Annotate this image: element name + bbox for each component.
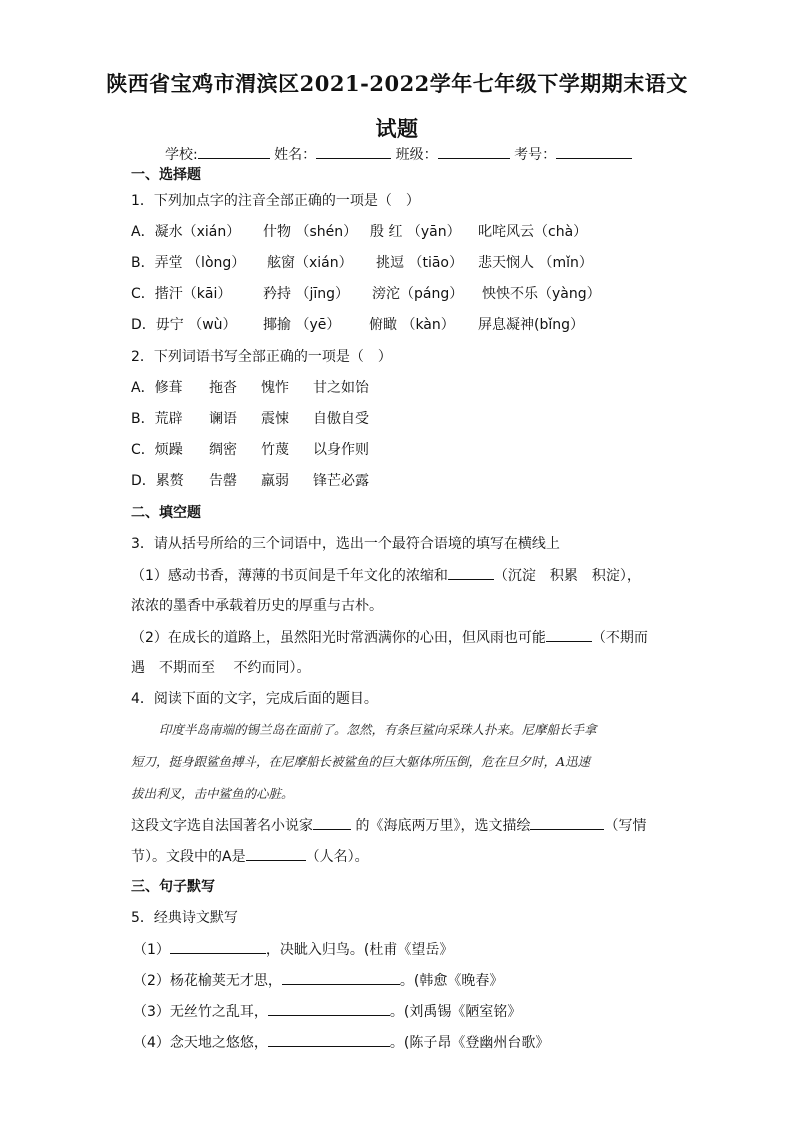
q2-option-b-4: 自傲自受 xyxy=(313,411,369,427)
q2-option-d-4: 锋芒必露 xyxy=(313,473,369,489)
section-heading-fill: 二、填空题 xyxy=(131,505,201,521)
q3-part-2 xyxy=(131,627,648,648)
q3-part-2-choices: （不期而 xyxy=(591,630,648,646)
q3-part-1 xyxy=(131,565,641,586)
q5-line-1-text: ，决眦入归鸟。(杜甫《望岳》 xyxy=(265,942,454,958)
q2-option-c-4: 以身作则 xyxy=(313,442,369,458)
q2-option-c-3: 竹蔑 xyxy=(261,442,289,458)
section-heading-choice: 一、选择题 xyxy=(131,167,201,183)
q1-option-b-3: 挑逗 （tiāo） xyxy=(376,255,463,271)
q5-line-2 xyxy=(133,970,503,991)
q5-line-1-num: （1） xyxy=(133,942,170,958)
section-heading-dictation: 三、句子默写 xyxy=(131,879,215,895)
q5-line-2-text: （2）杨花榆荚无才思， xyxy=(133,973,282,989)
q2-option-b-1: B．荒辟 xyxy=(131,411,183,427)
q1-option-a-2: 什物 （shén） xyxy=(263,224,358,240)
q5-line-3-text: （3）无丝竹之乱耳， xyxy=(133,1004,268,1020)
q5-blank-1[interactable] xyxy=(170,939,266,954)
q5-line-2-source: 。(韩愈《晚春》 xyxy=(399,973,504,989)
name-blank[interactable] xyxy=(316,144,391,159)
reading-passage xyxy=(131,714,661,810)
q3-part-1-choices: （沉淀 积累 积淀）， xyxy=(493,568,641,584)
question-2-stem: 2．下列词语书写全部正确的一项是（ ） xyxy=(131,349,392,365)
q5-blank-2[interactable] xyxy=(282,970,400,985)
q5-line-3 xyxy=(133,1001,521,1022)
page-title: 陕西省宝鸡市渭滨区2021-2022学年七年级下学期期末语文 xyxy=(106,71,688,96)
q1-option-d-1: D．毋宁 （wù） xyxy=(131,317,237,333)
q2-option-d-3: 羸弱 xyxy=(261,473,289,489)
question-4-stem: 4．阅读下面的文字，完成后面的题目。 xyxy=(131,691,378,707)
q3-part-1-text: （1）感动书香，薄薄的书页间是千年文化的浓缩和 xyxy=(131,568,448,584)
q2-option-c-1: C．烦躁 xyxy=(131,442,183,458)
class-label: 班级： xyxy=(395,147,438,163)
q4-text-4: 节）。文段中的A是 xyxy=(131,849,246,865)
q1-option-d-4: 屏息凝神(bǐng） xyxy=(478,317,584,333)
q1-option-d-2: 揶揄 （yē） xyxy=(263,317,341,333)
q1-option-b-2: 舷窗（xián） xyxy=(267,255,353,271)
q5-line-1 xyxy=(133,939,453,960)
q3-blank-1[interactable] xyxy=(448,565,494,580)
q5-line-3-source: 。(刘禹锡《陋室铭》 xyxy=(389,1004,522,1020)
q1-option-a-1: A．凝水（xián） xyxy=(131,224,241,240)
q4-answer-line-2 xyxy=(131,846,369,867)
q1-option-b-1: B．弄堂 （lòng） xyxy=(131,255,246,271)
q2-option-a-2: 拖沓 xyxy=(209,380,237,396)
q1-option-c-4: 怏怏不乐（yàng） xyxy=(482,286,601,302)
q4-author-blank[interactable] xyxy=(313,815,351,830)
q3-part-1-continued: 浓浓的墨香中承载着历史的厚重与古朴。 xyxy=(131,598,383,614)
q5-line-4-text: （4）念天地之悠悠， xyxy=(133,1035,268,1051)
q4-text-2: 的《海底两万里》，选文描绘 xyxy=(351,818,531,834)
q4-text-3: （写情 xyxy=(604,818,647,834)
q5-line-4 xyxy=(133,1032,549,1053)
q4-text-1: 这段文字选自法国著名小说家 xyxy=(131,818,313,834)
name-label: 姓名： xyxy=(274,147,317,163)
question-1-stem: 1．下列加点字的注音全部正确的一项是（ ） xyxy=(131,193,420,209)
q2-option-a-3: 愧怍 xyxy=(261,380,289,396)
q1-option-d-3: 俯瞰 （kàn） xyxy=(369,317,455,333)
passage-line-1: 印度半岛南端的锡兰岛在面前了。忽然，有条巨鲨向采珠人扑来。尼摩船长手拿 xyxy=(159,722,597,737)
question-3-stem: 3．请从括号所给的三个词语中，选出一个最符合语境的填写在横线上 xyxy=(131,536,560,552)
q4-name-blank[interactable] xyxy=(246,846,306,861)
q4-text-5: （人名）。 xyxy=(305,849,369,865)
school-label: 学校: xyxy=(165,147,198,163)
q2-option-a-4: 甘之如饴 xyxy=(313,380,369,396)
q2-option-a-1: A．修葺 xyxy=(131,380,183,396)
q1-option-c-2: 矜持 （jīng） xyxy=(263,286,349,302)
q2-option-d-2: 告罄 xyxy=(209,473,237,489)
q5-blank-4[interactable] xyxy=(268,1032,390,1047)
class-blank[interactable] xyxy=(438,144,510,159)
passage-line-2: 短刀，挺身跟鲨鱼搏斗，在尼摩船长被鲨鱼的巨大躯体所压倒，危在旦夕时，A迅速 xyxy=(131,754,591,769)
id-blank[interactable] xyxy=(556,144,632,159)
q4-answer-line-1 xyxy=(131,815,646,836)
q1-option-c-3: 滂沱（páng） xyxy=(372,286,464,302)
q3-part-2-text: （2）在成长的道路上，虽然阳光时常洒满你的心田，但风雨也可能 xyxy=(131,630,546,646)
q5-line-4-source: 。(陈子昂《登幽州台歌》 xyxy=(389,1035,550,1051)
page-title-continued: 试题 xyxy=(375,116,419,141)
q1-option-c-1: C．揩汗（kāi） xyxy=(131,286,232,302)
q5-blank-3[interactable] xyxy=(268,1001,390,1016)
q2-option-c-2: 绸密 xyxy=(209,442,237,458)
q3-part-2-continued: 遇 不期而至 不约而同）。 xyxy=(131,660,311,676)
q3-blank-2[interactable] xyxy=(546,627,592,642)
q4-plot-blank[interactable] xyxy=(530,815,604,830)
school-blank[interactable] xyxy=(198,144,270,159)
question-5-stem: 5．经典诗文默写 xyxy=(131,910,238,926)
q2-option-b-3: 震悚 xyxy=(261,411,289,427)
passage-line-3: 拔出利叉，击中鲨鱼的心脏。 xyxy=(131,786,294,801)
q2-option-b-2: 谰语 xyxy=(209,411,237,427)
id-label: 考号： xyxy=(514,147,557,163)
q1-option-a-4: 叱咤风云（chà） xyxy=(478,224,588,240)
q1-option-b-4: 悲天悯人 （mǐn） xyxy=(478,255,593,271)
q2-option-d-1: D．累赘 xyxy=(131,473,184,489)
student-info-line xyxy=(165,144,632,165)
q1-option-a-3: 殷 红 （yān） xyxy=(370,224,461,240)
